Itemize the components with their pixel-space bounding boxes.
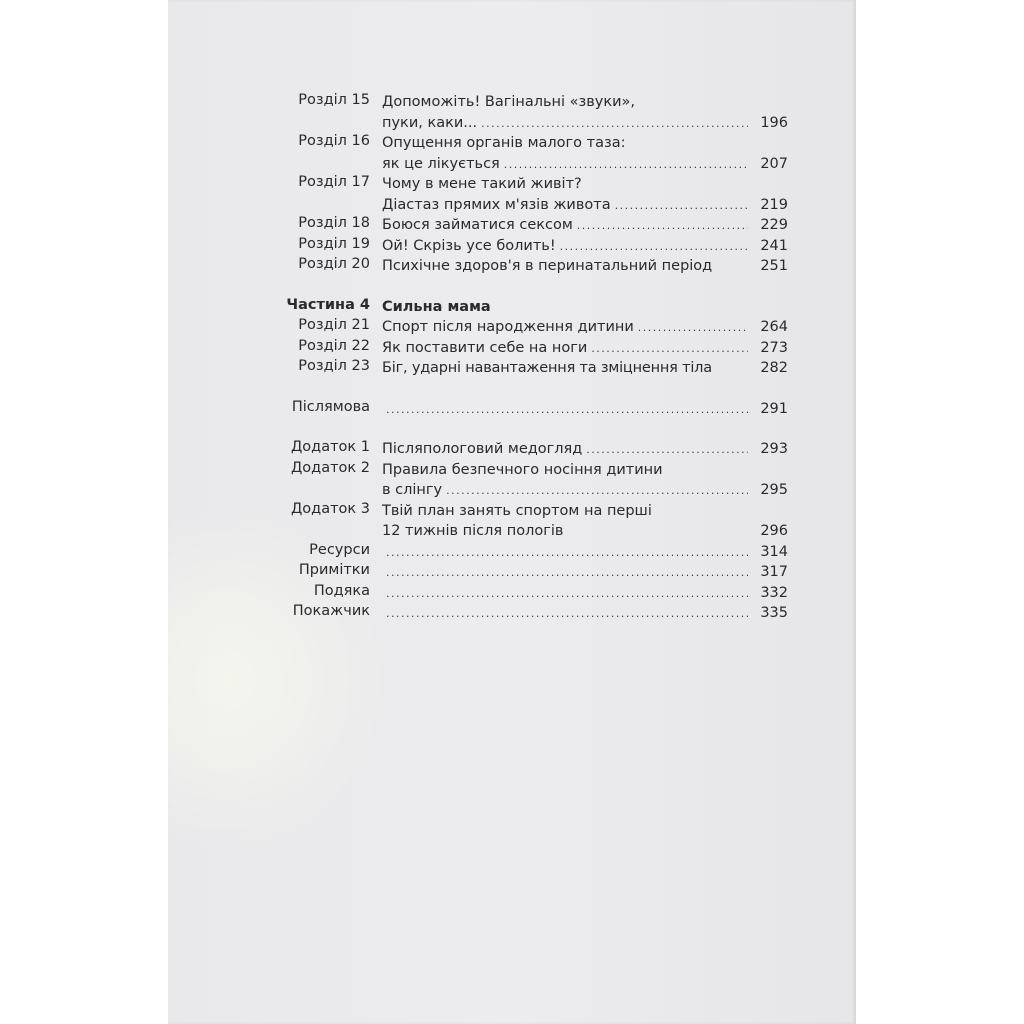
toc-entry-label: Ресурси bbox=[309, 541, 370, 558]
toc-entry-page: 317 bbox=[760, 564, 788, 580]
toc-entry-afterword bbox=[278, 399, 788, 420]
toc-entry-page: 332 bbox=[760, 584, 788, 601]
toc-entry-page: 219 bbox=[760, 196, 788, 213]
toc-entry-label: Примітки bbox=[298, 562, 370, 578]
toc-entry-chapter-23 bbox=[278, 358, 788, 379]
section-gap bbox=[278, 419, 788, 439]
toc-entry-chapter-18 bbox=[278, 215, 788, 236]
toc-entry-label: Післямова bbox=[291, 398, 370, 415]
toc-entry-title: Допоможіть! Вагінальні «звуки», bbox=[382, 94, 636, 110]
toc-entry-page: 229 bbox=[760, 217, 788, 233]
toc-entry-title: Біг, ударні навантаження та зміцнення тіла bbox=[382, 360, 712, 376]
toc-entry-label: Додаток 2 bbox=[290, 459, 370, 476]
toc-entry-label: Додаток 1 bbox=[290, 439, 370, 455]
book-page bbox=[168, 0, 856, 1024]
toc-entry-resources bbox=[278, 542, 788, 563]
leader-dots bbox=[586, 440, 748, 461]
toc-entry-appendix-3 bbox=[278, 501, 788, 542]
section-gap bbox=[278, 379, 788, 399]
toc-entry-title: Психічне здоров'я в перинатальний період bbox=[382, 258, 713, 274]
toc-entry-page: 335 bbox=[760, 605, 788, 621]
toc-entry-title: Ой! Скрізь усе болить! bbox=[382, 237, 556, 254]
toc-entry-acknowledgements bbox=[278, 583, 788, 604]
toc-entry-page: 296 bbox=[760, 523, 788, 539]
leader-dots bbox=[504, 155, 748, 176]
toc-entry-title: Твій план занять спортом на перші bbox=[382, 502, 652, 519]
leader-dots bbox=[386, 400, 748, 421]
leader-dots bbox=[446, 481, 748, 502]
toc-entry-label: Розділ 20 bbox=[298, 256, 370, 272]
table-of-contents bbox=[278, 92, 788, 624]
toc-entry-label: Розділ 16 bbox=[298, 133, 370, 149]
toc-entry-label: Розділ 22 bbox=[298, 337, 370, 354]
toc-entry-title: як це лікується bbox=[382, 155, 500, 172]
toc-entry-title: Чому в мене такий живіт? bbox=[382, 176, 582, 192]
leader-dots bbox=[560, 237, 748, 258]
toc-entry-label: Покажчик bbox=[292, 603, 370, 619]
toc-entry-chapter-19 bbox=[278, 236, 788, 257]
toc-entry-appendix-2 bbox=[278, 460, 788, 501]
toc-entry-chapter-20 bbox=[278, 256, 788, 277]
toc-entry-label: Розділ 18 bbox=[298, 215, 370, 231]
toc-entry-page: 291 bbox=[760, 400, 788, 417]
toc-entry-label: Розділ 19 bbox=[298, 235, 370, 252]
toc-entry-page: 251 bbox=[760, 258, 788, 274]
toc-entry-page: 314 bbox=[760, 543, 788, 560]
toc-entry-page: 282 bbox=[760, 360, 788, 376]
toc-entry-title: Боюся займатися сексом bbox=[382, 217, 573, 233]
toc-entry-chapter-17 bbox=[278, 174, 788, 215]
toc-entry-label: Розділ 17 bbox=[298, 174, 370, 190]
toc-part-label: Частина 4 bbox=[286, 296, 370, 313]
toc-entry-page: 273 bbox=[760, 339, 788, 356]
leader-dots bbox=[386, 604, 748, 625]
toc-entry-page: 207 bbox=[760, 155, 788, 172]
leader-dots bbox=[591, 339, 748, 360]
toc-entry-title: Діастаз прямих м'язів живота bbox=[382, 196, 611, 213]
toc-entry-label: Розділ 21 bbox=[298, 317, 370, 333]
toc-entry-title: Спорт після народження дитини bbox=[382, 319, 634, 335]
toc-entry-index bbox=[278, 603, 788, 624]
leader-dots bbox=[577, 216, 748, 237]
toc-entry-appendix-1 bbox=[278, 439, 788, 460]
toc-entry-label: Додаток 3 bbox=[290, 500, 370, 517]
toc-entry-label: Подяка bbox=[313, 582, 370, 599]
leader-dots bbox=[638, 318, 748, 339]
toc-entry-page: 295 bbox=[760, 482, 788, 498]
toc-entry-title: пуки, каки... bbox=[382, 114, 478, 131]
leader-dots bbox=[615, 196, 748, 217]
toc-entry-page: 293 bbox=[760, 441, 788, 457]
toc-entry-title: Правила безпечного носіння дитини bbox=[382, 461, 663, 478]
leader-dots bbox=[386, 543, 748, 564]
toc-entry-title: Післяпологовий медогляд bbox=[382, 441, 583, 457]
toc-entry-chapter-15 bbox=[278, 92, 788, 133]
toc-entry-label: Розділ 15 bbox=[298, 92, 370, 108]
toc-entry-chapter-22 bbox=[278, 338, 788, 359]
toc-entry-title: Опущення органів малого таза: bbox=[382, 135, 626, 151]
toc-entry-label: Розділ 23 bbox=[298, 358, 370, 374]
toc-entry-chapter-21 bbox=[278, 317, 788, 338]
toc-part-title: Сильна мама bbox=[382, 298, 491, 315]
leader-dots bbox=[386, 584, 748, 605]
toc-entry-page: 196 bbox=[760, 114, 788, 131]
toc-entry-title: Як поставити себе на ноги bbox=[382, 339, 588, 356]
toc-entry-page: 241 bbox=[760, 237, 788, 254]
leader-dots bbox=[386, 563, 748, 584]
leader-dots bbox=[481, 114, 748, 135]
toc-part-heading bbox=[278, 297, 788, 318]
toc-entry-notes bbox=[278, 562, 788, 583]
toc-entry-chapter-16 bbox=[278, 133, 788, 174]
toc-entry-page: 264 bbox=[760, 319, 788, 335]
toc-entry-title: в слінгу bbox=[382, 482, 443, 498]
section-gap bbox=[278, 277, 788, 297]
toc-entry-title: 12 тижнів після пологів bbox=[382, 523, 564, 539]
